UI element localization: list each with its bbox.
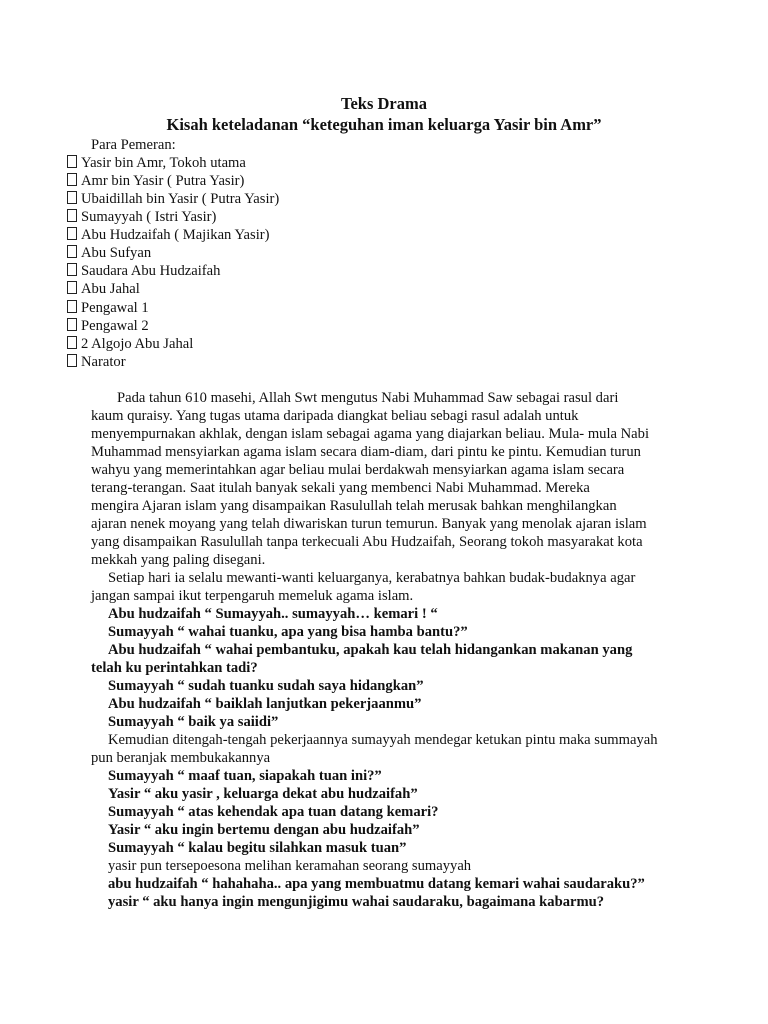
bullet-box-icon bbox=[67, 155, 77, 168]
document-title: Teks Drama bbox=[340, 94, 428, 113]
bullet-box-icon bbox=[67, 209, 77, 222]
cast-item: Sumayyah ( Istri Yasir) bbox=[67, 208, 216, 226]
bullet-box-icon bbox=[67, 173, 77, 186]
cast-item: Pengawal 2 bbox=[67, 317, 149, 335]
dialogue-line: Sumayyah “ wahai tuanku, apa yang bisa hamba bantu?” bbox=[108, 624, 468, 640]
bullet-box-icon bbox=[67, 318, 77, 331]
body-line: yasir pun tersepoesona melihan keramahan seorang sumayyah bbox=[108, 858, 472, 874]
bullet-box-icon bbox=[67, 191, 77, 204]
dialogue-line: yasir “ aku hanya ingin mengunjigimu wahai saudaraku, bagaimana kabarmu? bbox=[108, 894, 605, 910]
body-line: Muhammad mensyiarkan agama islam secara diam-diam, dari pintu ke pintu. Kemudian turun bbox=[91, 444, 641, 460]
dialogue-line: Sumayyah “ kalau begitu silahkan masuk tuan” bbox=[108, 840, 407, 856]
body-line: pun beranjak membukakannya bbox=[91, 750, 271, 766]
body-line: kaum quraisy. Yang tugas utama daripada diangkat beliau sebagi rasul adalah untuk bbox=[91, 408, 579, 424]
dialogue-line: Sumayyah “ atas kehendak apa tuan datang kemari? bbox=[108, 804, 439, 820]
cast-item: Amr bin Yasir ( Putra Yasir) bbox=[67, 172, 244, 190]
dialogue-line: abu hudzaifah “ hahahaha.. apa yang membuatmu datang kemari wahai saudaraku?” bbox=[108, 876, 645, 892]
cast-item: Yasir bin Amr, Tokoh utama bbox=[67, 154, 246, 172]
body-line: terang-terangan. Saat itulah banyak sekali yang membenci Nabi Muhammad. Mereka bbox=[91, 480, 590, 496]
bullet-box-icon bbox=[67, 227, 77, 240]
body-line: Kemudian ditengah-tengah pekerjaannya sumayyah mendegar ketukan pintu maka summayah bbox=[108, 732, 658, 748]
dialogue-line: Yasir “ aku yasir , keluarga dekat abu hudzaifah” bbox=[108, 786, 418, 802]
bullet-box-icon bbox=[67, 336, 77, 349]
cast-item: Abu Sufyan bbox=[67, 244, 151, 262]
body-line: jangan sampai ikut terpengaruh memeluk agama islam. bbox=[91, 588, 414, 604]
bullet-box-icon bbox=[67, 354, 77, 367]
body-line: mengira Ajaran islam yang disampaikan Rasulullah telah merusak bahkan menghilangkan bbox=[91, 498, 617, 514]
bullet-box-icon bbox=[67, 263, 77, 276]
document-subtitle: Kisah keteladanan “keteguhan iman keluarga Yasir bin Amr” bbox=[166, 115, 602, 134]
bullet-box-icon bbox=[67, 281, 77, 294]
dialogue-line: Abu hudzaifah “ baiklah lanjutkan pekerjaanmu” bbox=[108, 696, 422, 712]
body-line: yang disampaikan Rasulullah tanpa terkecuali Abu Hudzaifah, Seorang tokoh masyarakat kota bbox=[91, 534, 643, 550]
body-line: menyempurnakan akhlak, dengan islam sebagai agama yang diajarkan beliau. Mula- mula Nabi bbox=[91, 426, 650, 442]
cast-item: Abu Jahal bbox=[67, 280, 140, 298]
cast-item: Pengawal 1 bbox=[67, 299, 149, 317]
dialogue-line: Sumayyah “ maaf tuan, siapakah tuan ini?” bbox=[108, 768, 382, 784]
bullet-box-icon bbox=[67, 245, 77, 258]
body-line: ajaran nenek moyang yang telah diwariskan turun temurun. Banyak yang menolak ajaran islam bbox=[91, 516, 647, 532]
cast-item: Ubaidillah bin Yasir ( Putra Yasir) bbox=[67, 190, 279, 208]
dialogue-line: Abu hudzaifah “ wahai pembantuku, apakah kau telah hidangankan makanan yang bbox=[108, 642, 633, 658]
bullet-box-icon bbox=[67, 300, 77, 313]
body-line: Setiap hari ia selalu mewanti-wanti keluarganya, kerabatnya bahkan budak-budaknya agar bbox=[108, 570, 636, 586]
cast-item: Abu Hudzaifah ( Majikan Yasir) bbox=[67, 226, 269, 244]
body-line: Pada tahun 610 masehi, Allah Swt mengutus Nabi Muhammad Saw sebagai rasul dari bbox=[117, 390, 619, 406]
cast-item: Narator bbox=[67, 353, 126, 371]
body-line: wahyu yang memerintahkan agar beliau mulai berdakwah mensyiarkan agama islam secara bbox=[91, 462, 625, 478]
cast-heading: Para Pemeran: bbox=[91, 137, 176, 153]
dialogue-line: Sumayyah “ baik ya saiidi” bbox=[108, 714, 279, 730]
dialogue-line: Yasir “ aku ingin bertemu dengan abu hudzaifah” bbox=[108, 822, 420, 838]
dialogue-line: Sumayyah “ sudah tuanku sudah saya hidangkan” bbox=[108, 678, 424, 694]
dialogue-line: telah ku perintahkan tadi? bbox=[91, 660, 258, 676]
cast-item: Saudara Abu Hudzaifah bbox=[67, 262, 220, 280]
body-line: mekkah yang paling disegani. bbox=[91, 552, 266, 568]
cast-item: 2 Algojo Abu Jahal bbox=[67, 335, 193, 353]
dialogue-line: Abu hudzaifah “ Sumayyah.. sumayyah… kemari ! “ bbox=[108, 606, 438, 622]
